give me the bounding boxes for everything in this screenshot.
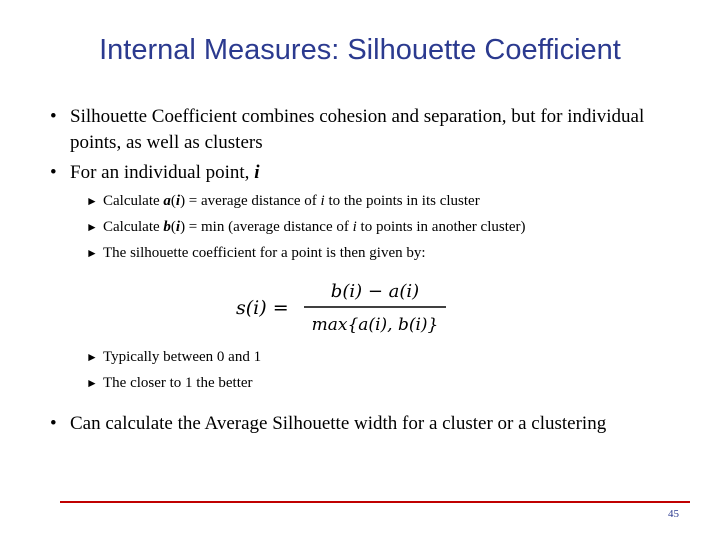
bullet-3-text: Can calculate the Average Silhouette width for a cluster or a clustering <box>70 413 607 434</box>
formula-numerator: b(i) − a(i) <box>330 281 420 302</box>
footer-rule <box>60 501 690 503</box>
formula-denominator: max{a(i), b(i)} <box>311 315 439 335</box>
bullet-2-text: For an individual point, i <box>70 162 260 183</box>
page-number: 45 <box>668 508 679 520</box>
triangle-bullet-icon: ► <box>86 246 98 260</box>
sub-bullet-3-text: The silhouette coefficient for a point is then given by: <box>103 245 426 261</box>
bullet-dot-icon: • <box>50 106 57 127</box>
triangle-bullet-icon: ► <box>86 376 98 390</box>
triangle-bullet-icon: ► <box>86 220 98 234</box>
sub-bullet-4-text: Typically between 0 and 1 <box>103 349 262 365</box>
sub-bullet-2-text: Calculate b(i) = min (average distance of i to points in another cluster) <box>103 219 526 235</box>
triangle-bullet-icon: ► <box>86 350 98 364</box>
bullet-dot-icon: • <box>50 413 57 434</box>
slide-title: Internal Measures: Silhouette Coefficient <box>99 34 621 66</box>
sub-bullet-1-text: Calculate a(i) = average distance of i to the points in its cluster <box>103 193 480 209</box>
silhouette-formula <box>232 276 452 340</box>
formula-lhs: s(i) = <box>236 297 289 319</box>
sub-bullet-5-text: The closer to 1 the better <box>103 375 253 391</box>
bullet-dot-icon: • <box>50 162 57 183</box>
triangle-bullet-icon: ► <box>86 194 98 208</box>
bullet-1-text: Silhouette Coefficient combines cohesion and separation, but for individual points, as well as clusters <box>70 106 645 153</box>
